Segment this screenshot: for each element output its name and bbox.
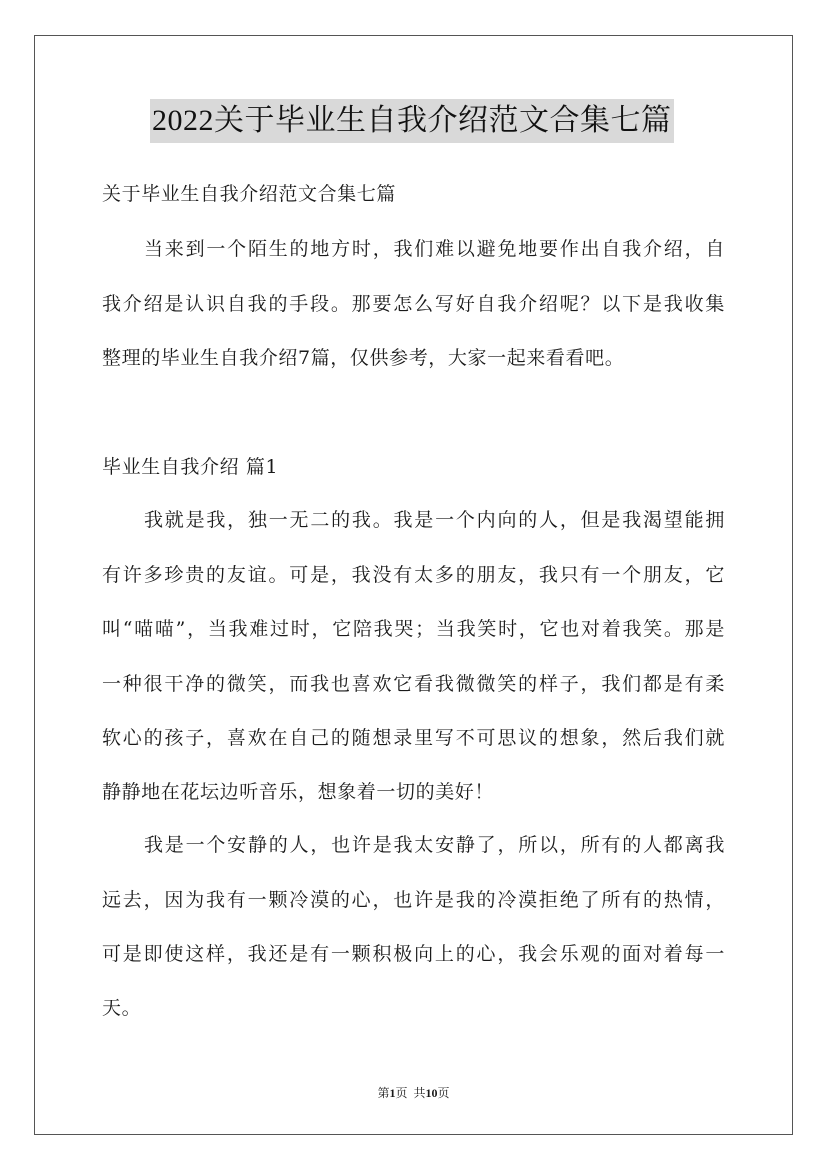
para1-line-6: 静静地在花坛边听音乐，想象着一切的美好！ bbox=[102, 781, 495, 803]
intro-line-2: 我介绍是认识自我的手段。那要怎么写好自我介绍呢？以下是我收集 bbox=[102, 293, 725, 315]
para1-line-1: 我就是我，独一无二的我。我是一个内向的人，但是我渴望能拥 bbox=[144, 509, 725, 531]
para2-line-4: 天。 bbox=[102, 997, 142, 1019]
footer-suffix: 页 bbox=[437, 1086, 450, 1100]
footer-total-pages: 10 bbox=[425, 1086, 438, 1100]
footer-mid: 页 共 bbox=[395, 1086, 426, 1100]
section-heading: 毕业生自我介绍 篇1 bbox=[102, 456, 279, 478]
para1-line-5: 软心的孩子，喜欢在自己的随想录里写不可思议的想象，然后我们就 bbox=[102, 727, 725, 749]
footer-page-number: 1 bbox=[389, 1086, 396, 1100]
document-title: 2022关于毕业生自我介绍范文合集七篇 bbox=[150, 99, 674, 143]
footer-prefix: 第 bbox=[377, 1086, 390, 1100]
para2-line-1: 我是一个安静的人，也许是我太安静了，所以，所有的人都离我 bbox=[144, 834, 725, 856]
intro-line-3: 整理的毕业生自我介绍7篇，仅供参考，大家一起来看看吧。 bbox=[102, 347, 625, 369]
page-footer bbox=[0, 1084, 827, 1101]
para2-line-2: 远去，因为我有一颗冷漠的心，也许是我的冷漠拒绝了所有的热情， bbox=[102, 889, 725, 911]
para2-line-3: 可是即使这样，我还是有一颗积极向上的心，我会乐观的面对着每一 bbox=[102, 943, 725, 965]
para1-line-2: 有许多珍贵的友谊。可是，我没有太多的朋友，我只有一个朋友，它 bbox=[102, 564, 725, 586]
intro-line-1: 当来到一个陌生的地方时，我们难以避免地要作出自我介绍，自 bbox=[144, 238, 725, 260]
para1-line-4: 一种很干净的微笑，而我也喜欢它看我微微笑的样子，我们都是有柔 bbox=[102, 673, 725, 695]
para1-line-3: 叫“喵喵”，当我难过时，它陪我哭；当我笑时，它也对着我笑。那是 bbox=[102, 618, 725, 640]
document-subtitle: 关于毕业生自我介绍范文合集七篇 bbox=[102, 183, 397, 205]
